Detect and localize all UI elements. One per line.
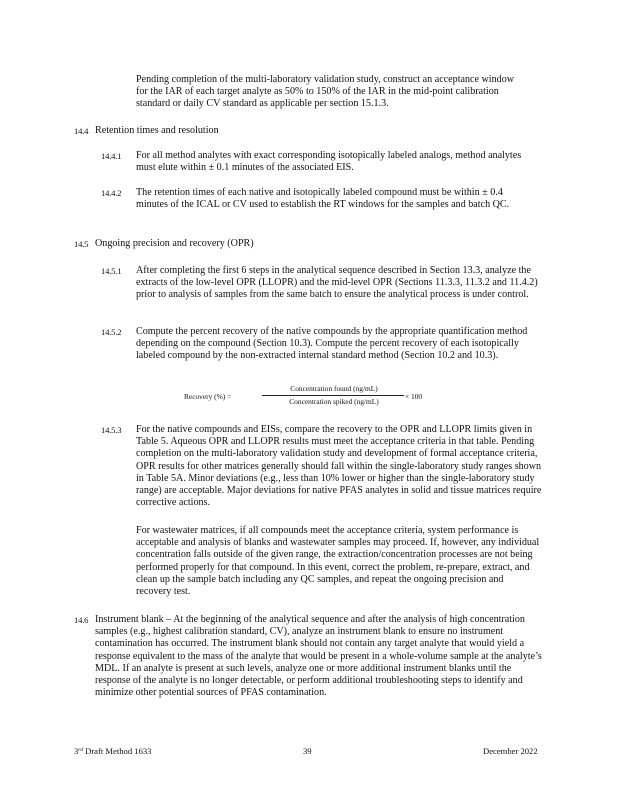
section-14-5-1-number: 14.5.1: [101, 266, 122, 276]
section-14-4-number: 14.4: [74, 126, 89, 136]
equation-numerator: Concentration found (ng/mL): [290, 384, 378, 393]
section-14-5-3-paragraph-2: For wastewater matrices, if all compounds meet the acceptance criteria, system performance is acceptable and analysis of blanks and wastewater samples may proceed. If, however, any individual concentration falls outside of the given range, the extraction/concentration processes are not being performed properly for that compound. In this event, correct the problem, re-prepare, extract, and clean up the sample batch including any QC samples, and repeat the ongoing precision and recovery test.: [136, 525, 540, 598]
section-14-6-text: Instrument blank – At the beginning of the analytical sequence and after the analysis of high concentration samples (e.g., highest calibration standard, CV), analyze an instrument blank to ensure no instrument contamination has occurred. The instrument blank should not contain any target analyte that would yield a response equivalent to the mass of the analyte that would be present in a whole-volume sample at the analyte’s MDL. If an analyte is present at such levels, analyze one or more additional instrument blanks until the response of the analyte is no longer detectable, or perform additional troubleshooting steps to identify and minimize other potential sources of PFAS contamination.: [95, 614, 542, 699]
section-14-5-heading: Ongoing precision and recovery (OPR): [95, 238, 254, 249]
section-14-5-3-paragraph-1: For the native compounds and EISs, compare the recovery to the OPR and LLOPR limits given in Table 5. Aqueous OPR and LLOPR results must meet the acceptance criteria in that table. Pending completion on the multi-laboratory validation study and development of formal acceptance criteria, OPR results for other matrices generally should fall within the single-laboratory study ranges shown in Table 5A. Minor deviations (e.g., less than 10% lower or higher than the single-laboratory study range) are acceptable. Major deviations for native PFAS analytes in solid and tissue matrices require corrective actions.: [136, 424, 542, 509]
section-14-5-3-number: 14.5.3: [101, 425, 122, 435]
footer-date: December 2022: [483, 746, 538, 756]
footer-method-title: [74, 746, 151, 757]
section-14-4-2-text: The retention times of each native and isotopically labeled compound must be within ± 0.4 minutes of the ICAL or CV used to establish the RT windows for the samples and batch QC.: [136, 187, 510, 211]
footer-page-number: 39: [303, 746, 312, 756]
section-14-5-2-text: Compute the percent recovery of the native compounds by the appropriate quantification method depending on the compound (Section 10.3). Compute the percent recovery of each isotopically labeled compound by the non-extracted internal standard method (Section 10.2 and 10.3).: [136, 326, 528, 362]
section-14-4-heading: Retention times and resolution: [95, 125, 219, 136]
section-14-4-2-number: 14.4.2: [101, 188, 122, 198]
equation-multiplier: × 100: [405, 392, 423, 401]
footer-method-name: Draft Method 1633: [82, 746, 152, 756]
section-14-4-1-number: 14.4.1: [101, 151, 122, 161]
section-14-5-1-text: After completing the first 6 steps in the analytical sequence described in Section 13.3, analyze the extracts of the low-level OPR (LLOPR) and the mid-level OPR (Sections 11.3.3, 11.3.2 and 11.4.2) prior to analysis of samples from the same batch to ensure the analytical process is under control.: [136, 265, 538, 301]
footer-ordinal-suffix: rd: [78, 747, 83, 753]
footer-ordinal: 3: [74, 746, 79, 756]
section-14-6-number: 14.6: [74, 615, 89, 625]
equation-lhs: Recovery (%) =: [184, 392, 232, 401]
equation-denominator: Concentration spiked (ng/mL): [289, 397, 379, 406]
intro-paragraph: Pending completion of the multi-laboratory validation study, construct an acceptance window for the IAR of each target analyte as 50% to 150% of the IAR in the mid-point calibration standard or daily CV standard as applicable per section 15.1.3.: [136, 74, 515, 110]
section-14-4-1-text: For all method analytes with exact corresponding isotopically labeled analogs, method analytes must elute within ± 0.1 minutes of the associated EIS.: [136, 150, 522, 174]
section-14-5-2-number: 14.5.2: [101, 327, 122, 337]
equation-fraction-bar: [262, 395, 404, 396]
section-14-5-number: 14.5: [74, 239, 89, 249]
